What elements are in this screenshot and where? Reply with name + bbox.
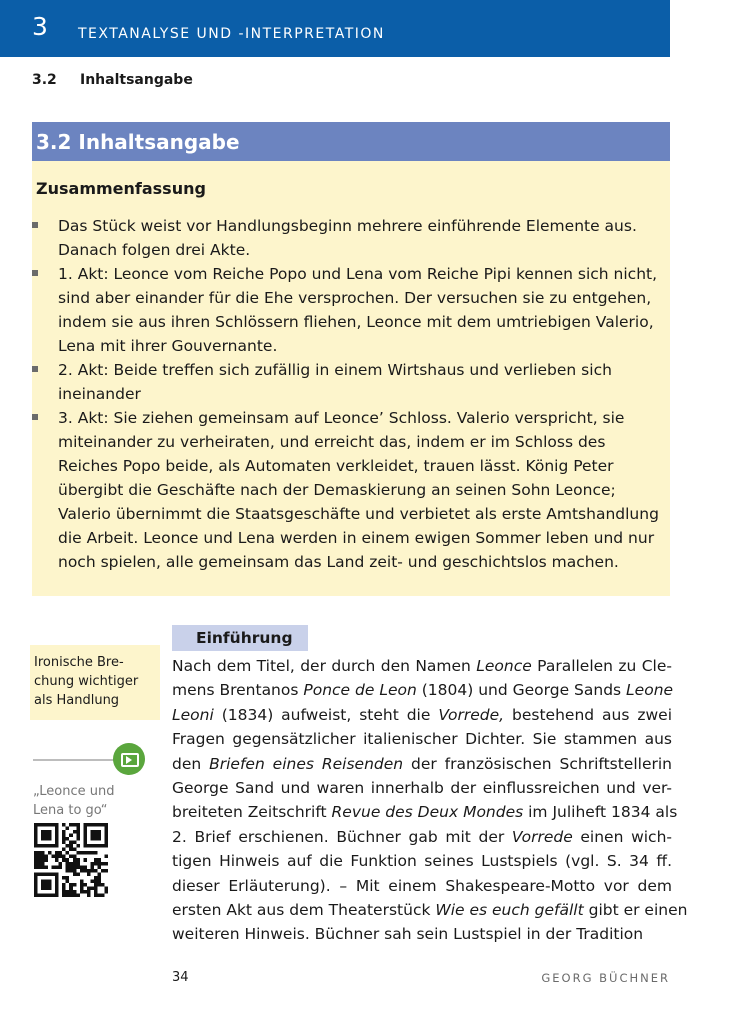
qr-module <box>87 886 91 890</box>
qr-module <box>66 893 70 897</box>
qr-module <box>34 823 38 848</box>
qr-module <box>83 823 87 848</box>
qr-module <box>87 869 91 873</box>
summary-item-line: Das Stück weist vor Handlungsbeginn mehrere einführende Elemente aus. <box>58 217 637 235</box>
body-text-line <box>172 752 672 776</box>
qr-module <box>101 869 105 873</box>
qr-module <box>104 869 108 873</box>
qr-module <box>90 869 94 873</box>
qr-module <box>69 855 73 859</box>
qr-module <box>69 883 73 887</box>
qr-module <box>52 865 56 869</box>
body-text-segment: weiteren Hinweis. Büchner sah sein Lustspiel in der Tradition <box>172 925 644 944</box>
margin-note-line: als Handlung <box>34 693 120 708</box>
qr-module <box>59 855 63 859</box>
qr-module <box>34 844 59 848</box>
qr-module <box>66 879 70 883</box>
qr-module <box>62 841 66 845</box>
qr-module <box>34 823 59 827</box>
page-number: 34 <box>172 970 189 985</box>
qr-module <box>80 879 84 883</box>
qr-module <box>62 837 66 841</box>
play-triangle-icon <box>126 756 132 764</box>
summary-title: Zusammenfassung <box>36 179 206 198</box>
summary-item-line: miteinander zu verheiraten, und erreicht das, indem er im Schloss des <box>58 433 606 451</box>
video-caption <box>33 782 143 820</box>
qr-module <box>62 834 66 838</box>
qr-module <box>38 851 42 855</box>
qr-module <box>90 879 94 883</box>
body-text-segment: 2. Brief erschienen. Büchner gab mit der <box>172 827 512 846</box>
qr-module <box>69 848 73 852</box>
body-text-segment: den <box>172 754 210 773</box>
body-text-segment: dieser Erläuterung). – Mit einem Shakespeare-Motto vor dem <box>172 876 672 895</box>
qr-module <box>80 865 84 869</box>
qr-module <box>83 869 87 873</box>
qr-code-icon[interactable] <box>34 823 108 897</box>
qr-module <box>94 858 98 862</box>
body-text-line <box>172 898 688 922</box>
breadcrumb-title: Inhaltsangabe <box>80 72 193 88</box>
italic-title: Vorrede <box>511 827 573 846</box>
qr-module <box>76 834 80 838</box>
qr-module <box>94 851 98 855</box>
qr-module <box>76 858 80 862</box>
qr-module <box>66 890 70 894</box>
body-text-line <box>172 678 672 702</box>
qr-module <box>34 865 38 869</box>
qr-module <box>55 865 59 869</box>
qr-module <box>52 855 56 859</box>
body-text-line <box>172 776 672 800</box>
body-text-segment: bestehend aus zwei <box>504 705 672 724</box>
qr-module <box>41 865 45 869</box>
qr-module <box>66 844 70 848</box>
body-text-line <box>172 922 672 946</box>
body-text-segment: Fragen gegensätzlicher italienischer Dichter. Sie stammen aus <box>172 730 672 749</box>
qr-module <box>73 830 77 834</box>
chapter-title: TEXTANALYSE UND -INTERPRETATION <box>78 26 385 42</box>
body-text-segment: einen wich- <box>572 827 672 846</box>
qr-module <box>76 837 80 841</box>
intro-body-text <box>172 654 688 947</box>
italic-title: Ponce de Leon <box>303 681 417 700</box>
body-text-segment: (1804) und George Sands <box>416 681 627 700</box>
qr-module <box>76 862 80 866</box>
bullet-square-icon <box>32 414 38 420</box>
qr-module <box>41 879 52 890</box>
qr-module <box>59 851 63 855</box>
qr-module <box>38 862 42 866</box>
qr-module <box>66 876 70 880</box>
summary-item <box>32 358 670 406</box>
summary-item-line: sind aber einander für die Ehe versprochen. Der versuchen sie zu entgehen, <box>58 289 652 307</box>
qr-module <box>48 851 52 855</box>
qr-module <box>62 858 66 862</box>
qr-module <box>104 862 108 866</box>
summary-list <box>32 214 670 574</box>
qr-module <box>34 855 38 859</box>
body-text-segment: (1834) aufweist, steht die <box>213 705 439 724</box>
qr-module <box>76 823 80 827</box>
qr-module <box>90 865 94 869</box>
qr-module <box>104 886 108 890</box>
qr-module <box>62 823 66 827</box>
qr-module <box>34 872 38 897</box>
video-play-icon[interactable] <box>113 743 145 775</box>
qr-module <box>76 865 80 869</box>
summary-box <box>32 161 670 596</box>
qr-module <box>55 823 59 848</box>
video-caption-line: Lena to go“ <box>33 803 108 818</box>
summary-item-line: 2. Akt: Beide treffen sich zufällig in einem Wirtshaus und verlieben sich <box>58 361 612 379</box>
qr-module <box>66 851 70 855</box>
body-text-segment: Nach dem Titel, der durch den Namen <box>172 657 477 675</box>
body-text-line <box>172 800 678 824</box>
qr-module <box>73 841 77 845</box>
italic-title: Leoni <box>172 705 214 724</box>
body-text-segment: der französischen Schriftstellerin <box>403 754 672 773</box>
qr-module <box>87 872 91 876</box>
qr-module <box>97 858 101 862</box>
italic-title: Leone <box>626 681 674 700</box>
qr-module <box>76 844 80 848</box>
qr-module <box>97 862 101 866</box>
summary-item <box>32 406 670 574</box>
qr-module <box>66 865 70 869</box>
qr-module <box>73 883 77 887</box>
qr-module <box>94 869 98 873</box>
body-text-line <box>172 874 672 898</box>
qr-module <box>76 872 80 876</box>
qr-module <box>90 862 94 866</box>
qr-module <box>59 862 63 866</box>
qr-module <box>66 827 70 831</box>
body-text-segment: Parallelen zu Cle- <box>531 657 672 675</box>
qr-module <box>76 893 80 897</box>
qr-module <box>83 844 108 848</box>
body-text-line <box>172 654 672 678</box>
qr-module <box>41 858 45 862</box>
qr-module <box>62 830 66 834</box>
qr-module <box>94 879 98 883</box>
qr-module <box>69 834 73 838</box>
qr-module <box>38 865 42 869</box>
qr-module <box>73 858 77 862</box>
qr-module <box>69 893 73 897</box>
qr-module <box>87 890 91 894</box>
qr-module <box>41 851 45 855</box>
qr-module <box>66 837 70 841</box>
qr-module <box>97 876 101 880</box>
video-divider-line <box>33 759 117 761</box>
qr-module <box>80 883 84 887</box>
qr-module <box>101 862 105 866</box>
qr-module <box>62 883 66 887</box>
qr-module <box>45 855 49 859</box>
chapter-number: 3 <box>32 12 48 41</box>
qr-module <box>45 865 49 869</box>
qr-module <box>94 876 98 880</box>
italic-title: Revue des Deux Mondes <box>331 803 524 822</box>
qr-module <box>69 890 73 894</box>
qr-module <box>34 862 38 866</box>
breadcrumb-number: 3.2 <box>32 72 57 88</box>
qr-module <box>41 855 45 859</box>
qr-module <box>66 858 70 862</box>
summary-item-line: 3. Akt: Sie ziehen gemeinsam auf Leonce’ Schloss. Valerio verspricht, sie <box>58 409 625 427</box>
body-text-line <box>172 849 672 873</box>
qr-module <box>76 830 80 834</box>
qr-module <box>83 883 87 887</box>
qr-module <box>38 858 42 862</box>
margin-note-line: Ironische Bre- <box>34 655 124 670</box>
qr-module <box>101 893 105 897</box>
qr-module <box>34 851 38 855</box>
qr-module <box>97 893 101 897</box>
bullet-square-icon <box>32 222 38 228</box>
qr-module <box>62 855 66 859</box>
qr-module <box>97 879 101 883</box>
bullet-square-icon <box>32 270 38 276</box>
summary-item-line: 1. Akt: Leonce vom Reiche Popo und Lena vom Reiche Pipi kennen sich nicht, <box>58 265 658 283</box>
summary-item-line: Reiches Popo beide, als Automaten verkleidet, trauen lässt. König Peter <box>58 457 614 475</box>
qr-module <box>41 862 45 866</box>
qr-module <box>69 844 73 848</box>
chapter-header-bar <box>0 0 670 57</box>
qr-module <box>97 883 101 887</box>
summary-item-line: indem sie aus ihren Schlössern fliehen, Leonce mit dem umtriebigen Valerio, <box>58 313 654 331</box>
margin-note-text <box>34 653 156 710</box>
qr-module <box>94 862 98 866</box>
qr-module <box>69 862 73 866</box>
bullet-square-icon <box>32 366 38 372</box>
qr-module <box>41 830 52 841</box>
section-heading-bar <box>32 122 670 161</box>
qr-module <box>94 886 98 890</box>
qr-module <box>80 886 84 890</box>
qr-module <box>73 872 77 876</box>
margin-note <box>30 645 160 720</box>
qr-module <box>73 890 77 894</box>
summary-item-line: Valerio übernimmt die Staatsgeschäfte und verbietet als erste Amtshandlung <box>58 505 659 523</box>
intro-label-text: Einführung <box>196 629 293 647</box>
body-text-line <box>172 727 672 751</box>
qr-module <box>90 830 101 841</box>
qr-module <box>104 855 108 859</box>
qr-module <box>90 851 94 855</box>
summary-item-line: Lena mit ihrer Gouvernante. <box>58 337 278 355</box>
qr-module <box>97 872 101 876</box>
qr-module <box>73 862 77 866</box>
body-text-segment: im Juliheft 1834 als <box>523 803 678 822</box>
qr-module <box>34 858 38 862</box>
qr-module <box>69 823 73 827</box>
body-text-segment: tigen Hinweis auf die Funktion seines Lustspiels (vgl. S. 34 ff. <box>172 852 672 871</box>
qr-module <box>76 827 80 831</box>
margin-note-line: chung wichtiger <box>34 674 139 689</box>
body-text-line <box>172 703 672 727</box>
footer-author: GEORG BÜCHNER <box>541 971 670 985</box>
qr-module <box>34 872 59 876</box>
italic-title: Leonce <box>476 657 532 675</box>
qr-module <box>73 869 77 873</box>
qr-module <box>104 890 108 894</box>
qr-module <box>73 848 77 852</box>
qr-module <box>69 841 73 845</box>
summary-item <box>32 262 670 358</box>
summary-item-line: übergibt die Geschäfte nach der Demaskierung an seinen Sohn Leonce; <box>58 481 616 499</box>
body-text-segment: gibt er einen <box>583 900 688 919</box>
summary-item <box>32 214 670 262</box>
qr-module <box>83 865 87 869</box>
qr-module <box>90 886 94 890</box>
qr-module <box>87 851 91 855</box>
qr-module <box>83 858 87 862</box>
italic-title: Vorrede, <box>438 705 505 724</box>
qr-module <box>55 855 59 859</box>
qr-module <box>94 883 98 887</box>
italic-title: Wie es euch gefällt <box>435 900 584 919</box>
qr-module <box>69 869 73 873</box>
qr-module <box>83 890 87 894</box>
qr-module <box>66 862 70 866</box>
qr-module <box>80 890 84 894</box>
qr-module <box>94 890 98 894</box>
summary-item-line: die Arbeit. Leonce und Lena werden in einem ewigen Sommer leben und nur <box>58 529 655 547</box>
qr-module <box>66 869 70 873</box>
body-text-segment: breiteten Zeitschrift <box>172 803 332 822</box>
body-text-segment: mens Brentanos <box>172 681 304 700</box>
qr-module <box>55 872 59 897</box>
body-text-segment: George Sand und waren innerhalb der einflussreichen und ver- <box>172 778 672 797</box>
qr-module <box>73 855 77 859</box>
summary-item-line: Danach folgen drei Akte. <box>58 241 251 259</box>
qr-module <box>62 876 66 880</box>
qr-module <box>62 893 66 897</box>
section-title: 3.2 Inhaltsangabe <box>36 130 240 154</box>
italic-title: Briefen eines Reisenden <box>209 754 404 773</box>
qr-module <box>73 865 77 869</box>
breadcrumb <box>32 71 193 89</box>
qr-module <box>62 890 66 894</box>
qr-module <box>38 855 42 859</box>
qr-module <box>62 886 66 890</box>
qr-module <box>34 893 59 897</box>
qr-module <box>101 883 105 887</box>
qr-module <box>94 893 98 897</box>
qr-module <box>73 893 77 897</box>
qr-module <box>83 851 87 855</box>
qr-module <box>80 869 84 873</box>
summary-item-line: noch spielen, alle gemeinsam das Land zeit- und geschichtslos machen. <box>58 553 619 571</box>
qr-module <box>97 865 101 869</box>
qr-module <box>45 858 49 862</box>
qr-module <box>73 823 77 827</box>
qr-module <box>59 865 63 869</box>
body-text-line <box>172 825 672 849</box>
qr-module <box>87 893 91 897</box>
qr-module <box>55 858 59 862</box>
qr-module <box>104 823 108 848</box>
qr-module <box>62 848 66 852</box>
video-caption-line: „Leonce und <box>33 784 115 799</box>
qr-module <box>76 851 80 855</box>
summary-item-line: ineinander <box>58 385 141 403</box>
body-text-segment: ersten Akt aus dem Theaterstück <box>172 900 436 919</box>
qr-module <box>69 865 73 869</box>
qr-module <box>83 823 108 827</box>
intro-label <box>172 625 308 651</box>
qr-module <box>80 851 84 855</box>
qr-module <box>55 851 59 855</box>
qr-module <box>69 886 73 890</box>
